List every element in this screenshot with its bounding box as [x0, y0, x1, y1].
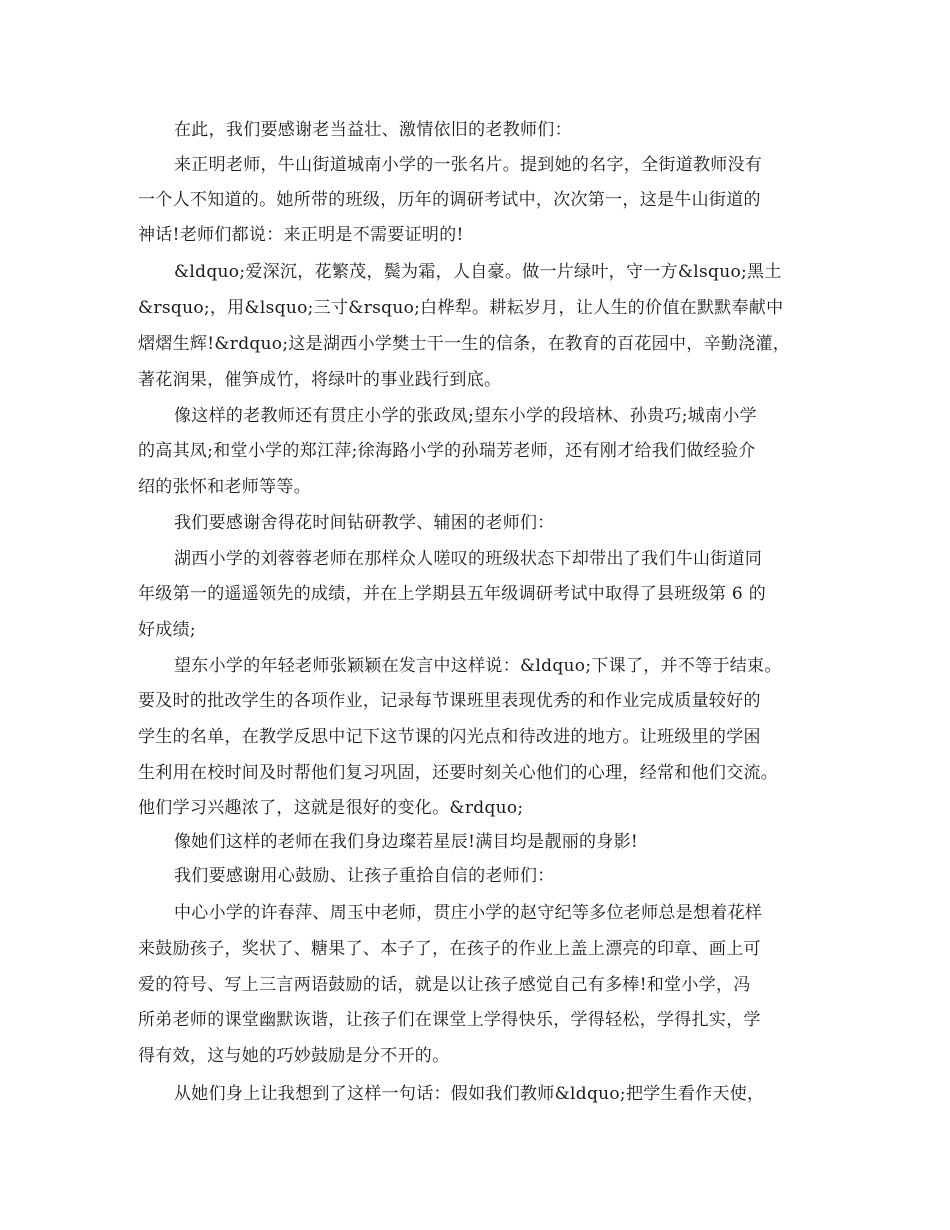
- paragraph-line: 熠熠生辉!&rdquo;这是湖西小学樊士干一生的信条，在教育的百花园中，辛勤浇灌，: [138, 334, 791, 354]
- paragraph-line: 他们学习兴趣浓了，这就是很好的变化。&rdquo;: [138, 798, 524, 818]
- paragraph-line: 来正明老师，牛山街道城南小学的一张名片。提到她的名字，全街道教师没有: [174, 155, 763, 175]
- paragraph-line: 所弟老师的课堂幽默诙谐，让孩子们在课堂上学得快乐，学得轻松，学得扎实，学: [138, 1010, 761, 1030]
- paragraph-line: 来鼓励孩子，奖状了、糖果了、本子了，在孩子的作业上盖上漂亮的印章、画上可: [138, 939, 761, 959]
- paragraph-line: 像她们这样的老师在我们身边璨若星辰!满目均是靓丽的身影!: [174, 832, 639, 852]
- paragraph-line: 生利用在校时间及时帮他们复习巩固，还要时刻关心他们的心理，经常和他们交流。: [138, 763, 779, 783]
- paragraph-line: &rsquo;，用&lsquo;三寸&rsquo;白桦犁。耕耘岁月，让人生的价值在默默奉献中: [138, 298, 784, 318]
- paragraph-line: 的高其凤;和堂小学的郑江萍;徐海路小学的孙瑞芳老师，还有刚才给我们做经验介: [138, 441, 756, 461]
- paragraph-line: 得有效，这与她的巧妙鼓励是分不开的。: [138, 1046, 450, 1066]
- paragraph-line: 好成绩;: [138, 620, 196, 640]
- paragraph-line: &ldquo;爱深沉，花繁茂，鬓为霜，人自豪。做一片绿叶，守一方&lsquo;黑土: [174, 262, 782, 282]
- paragraph-line: 像这样的老教师还有贯庄小学的张政凤;望东小学的段培林、孙贵巧;城南小学: [174, 406, 757, 426]
- paragraph-line: 一个人不知道的。她所带的班级，历年的调研考试中，次次第一，这是牛山街道的: [138, 190, 761, 210]
- paragraph-line: 湖西小学的刘蓉蓉老师在那样众人嗟叹的班级状态下却带出了我们牛山街道同: [174, 549, 763, 569]
- paragraph-line: 著花润果，催笋成竹，将绿叶的事业践行到底。: [138, 370, 502, 390]
- paragraph-line: 我们要感谢舍得花时间钻研教学、辅困的老师们：: [174, 513, 555, 533]
- paragraph-line: 神话!老师们都说：来正明是不需要证明的!: [138, 225, 464, 245]
- paragraph-line: 中心小学的许春萍、周玉中老师，贯庄小学的赵守纪等多位老师总是想着花样: [174, 903, 763, 923]
- paragraph-line: 我们要感谢用心鼓励、让孩子重拾自信的老师们：: [174, 866, 555, 886]
- paragraph-line: 学生的名单，在教学反思中记下这节课的闪光点和待改进的地方。让班级里的学困: [138, 727, 761, 747]
- paragraph-line: 望东小学的年轻老师张颖颖在发言中这样说：&ldquo;下课了，并不等于结束。: [174, 656, 782, 676]
- paragraph-line: 绍的张怀和老师等等。: [138, 477, 311, 497]
- paragraph-line: 年级第一的遥遥领先的成绩，并在上学期县五年级调研考试中取得了县班级第 6 的: [138, 584, 767, 604]
- paragraph-line: 要及时的批改学生的各项作业，记录每节课班里表现优秀的和作业完成质量较好的: [138, 691, 761, 711]
- paragraph-line: 爱的符号、写上三言两语鼓励的话，就是以让孩子感觉自己有多棒!和堂小学，冯: [138, 975, 751, 995]
- paragraph-line: 从她们身上让我想到了这样一句话：假如我们教师&ldquo;把学生看作天使，: [174, 1084, 765, 1104]
- paragraph-line: 在此，我们要感谢老当益壮、激情依旧的老教师们：: [174, 120, 572, 140]
